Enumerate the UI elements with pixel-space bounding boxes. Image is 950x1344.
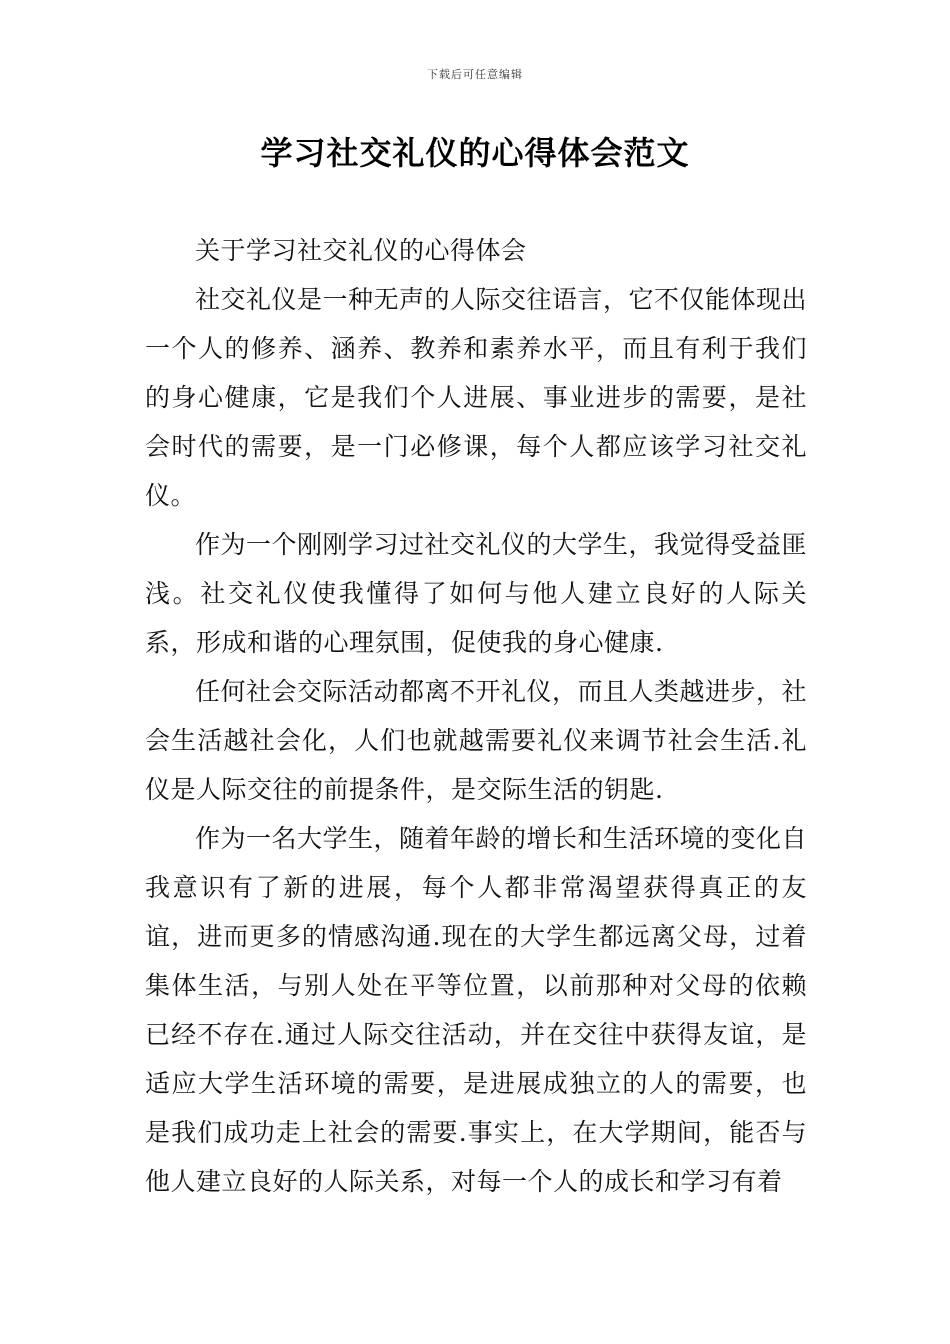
header-note: 下载后可任意编辑 bbox=[427, 68, 523, 81]
paragraph: 作为一名大学生，随着年龄的增长和生活环境的变化自我意识有了新的进展，每个人都非常渴望获得真正的友谊，进而更多的情感沟通.现在的大学生都远离父母，过着集体生活，与别人处在平等位置，以前那种对父母的依赖已经不存在.通过人际交往活动，并在交往中获得友谊，是适应大学生活环境的需要，是进展成独立的人的需要，也是我们成功走上社会的需要.事实上，在大学期间，能否与他人建立良好的人际关系，对每一个人的成长和学习有着 bbox=[145, 824, 808, 1196]
document-body bbox=[145, 226, 807, 1206]
paragraph: 作为一个刚刚学习过社交礼仪的大学生，我觉得受益匪浅。社交礼仪使我懂得了如何与他人建立良好的人际关系，形成和谐的心理氛围，促使我的身心健康. bbox=[145, 530, 808, 657]
paragraph-subtitle: 关于学习社交礼仪的心得体会 bbox=[195, 236, 527, 265]
document-title: 学习社交礼仪的心得体会范文 bbox=[260, 134, 690, 172]
paragraph: 社交礼仪是一种无声的人际交往语言，它不仅能体现出一个人的修养、涵养、教养和素养水平，而且有利于我们的身心健康，它是我们个人进展、事业进步的需要，是社会时代的需要，是一门必修课，每个人都应该学习社交礼仪。 bbox=[145, 285, 808, 510]
paragraph: 任何社会交际活动都离不开礼仪，而且人类越进步，社会生活越社会化，人们也就越需要礼仪来调节社会生活.礼仪是人际交往的前提条件，是交际生活的钥匙. bbox=[145, 677, 808, 804]
